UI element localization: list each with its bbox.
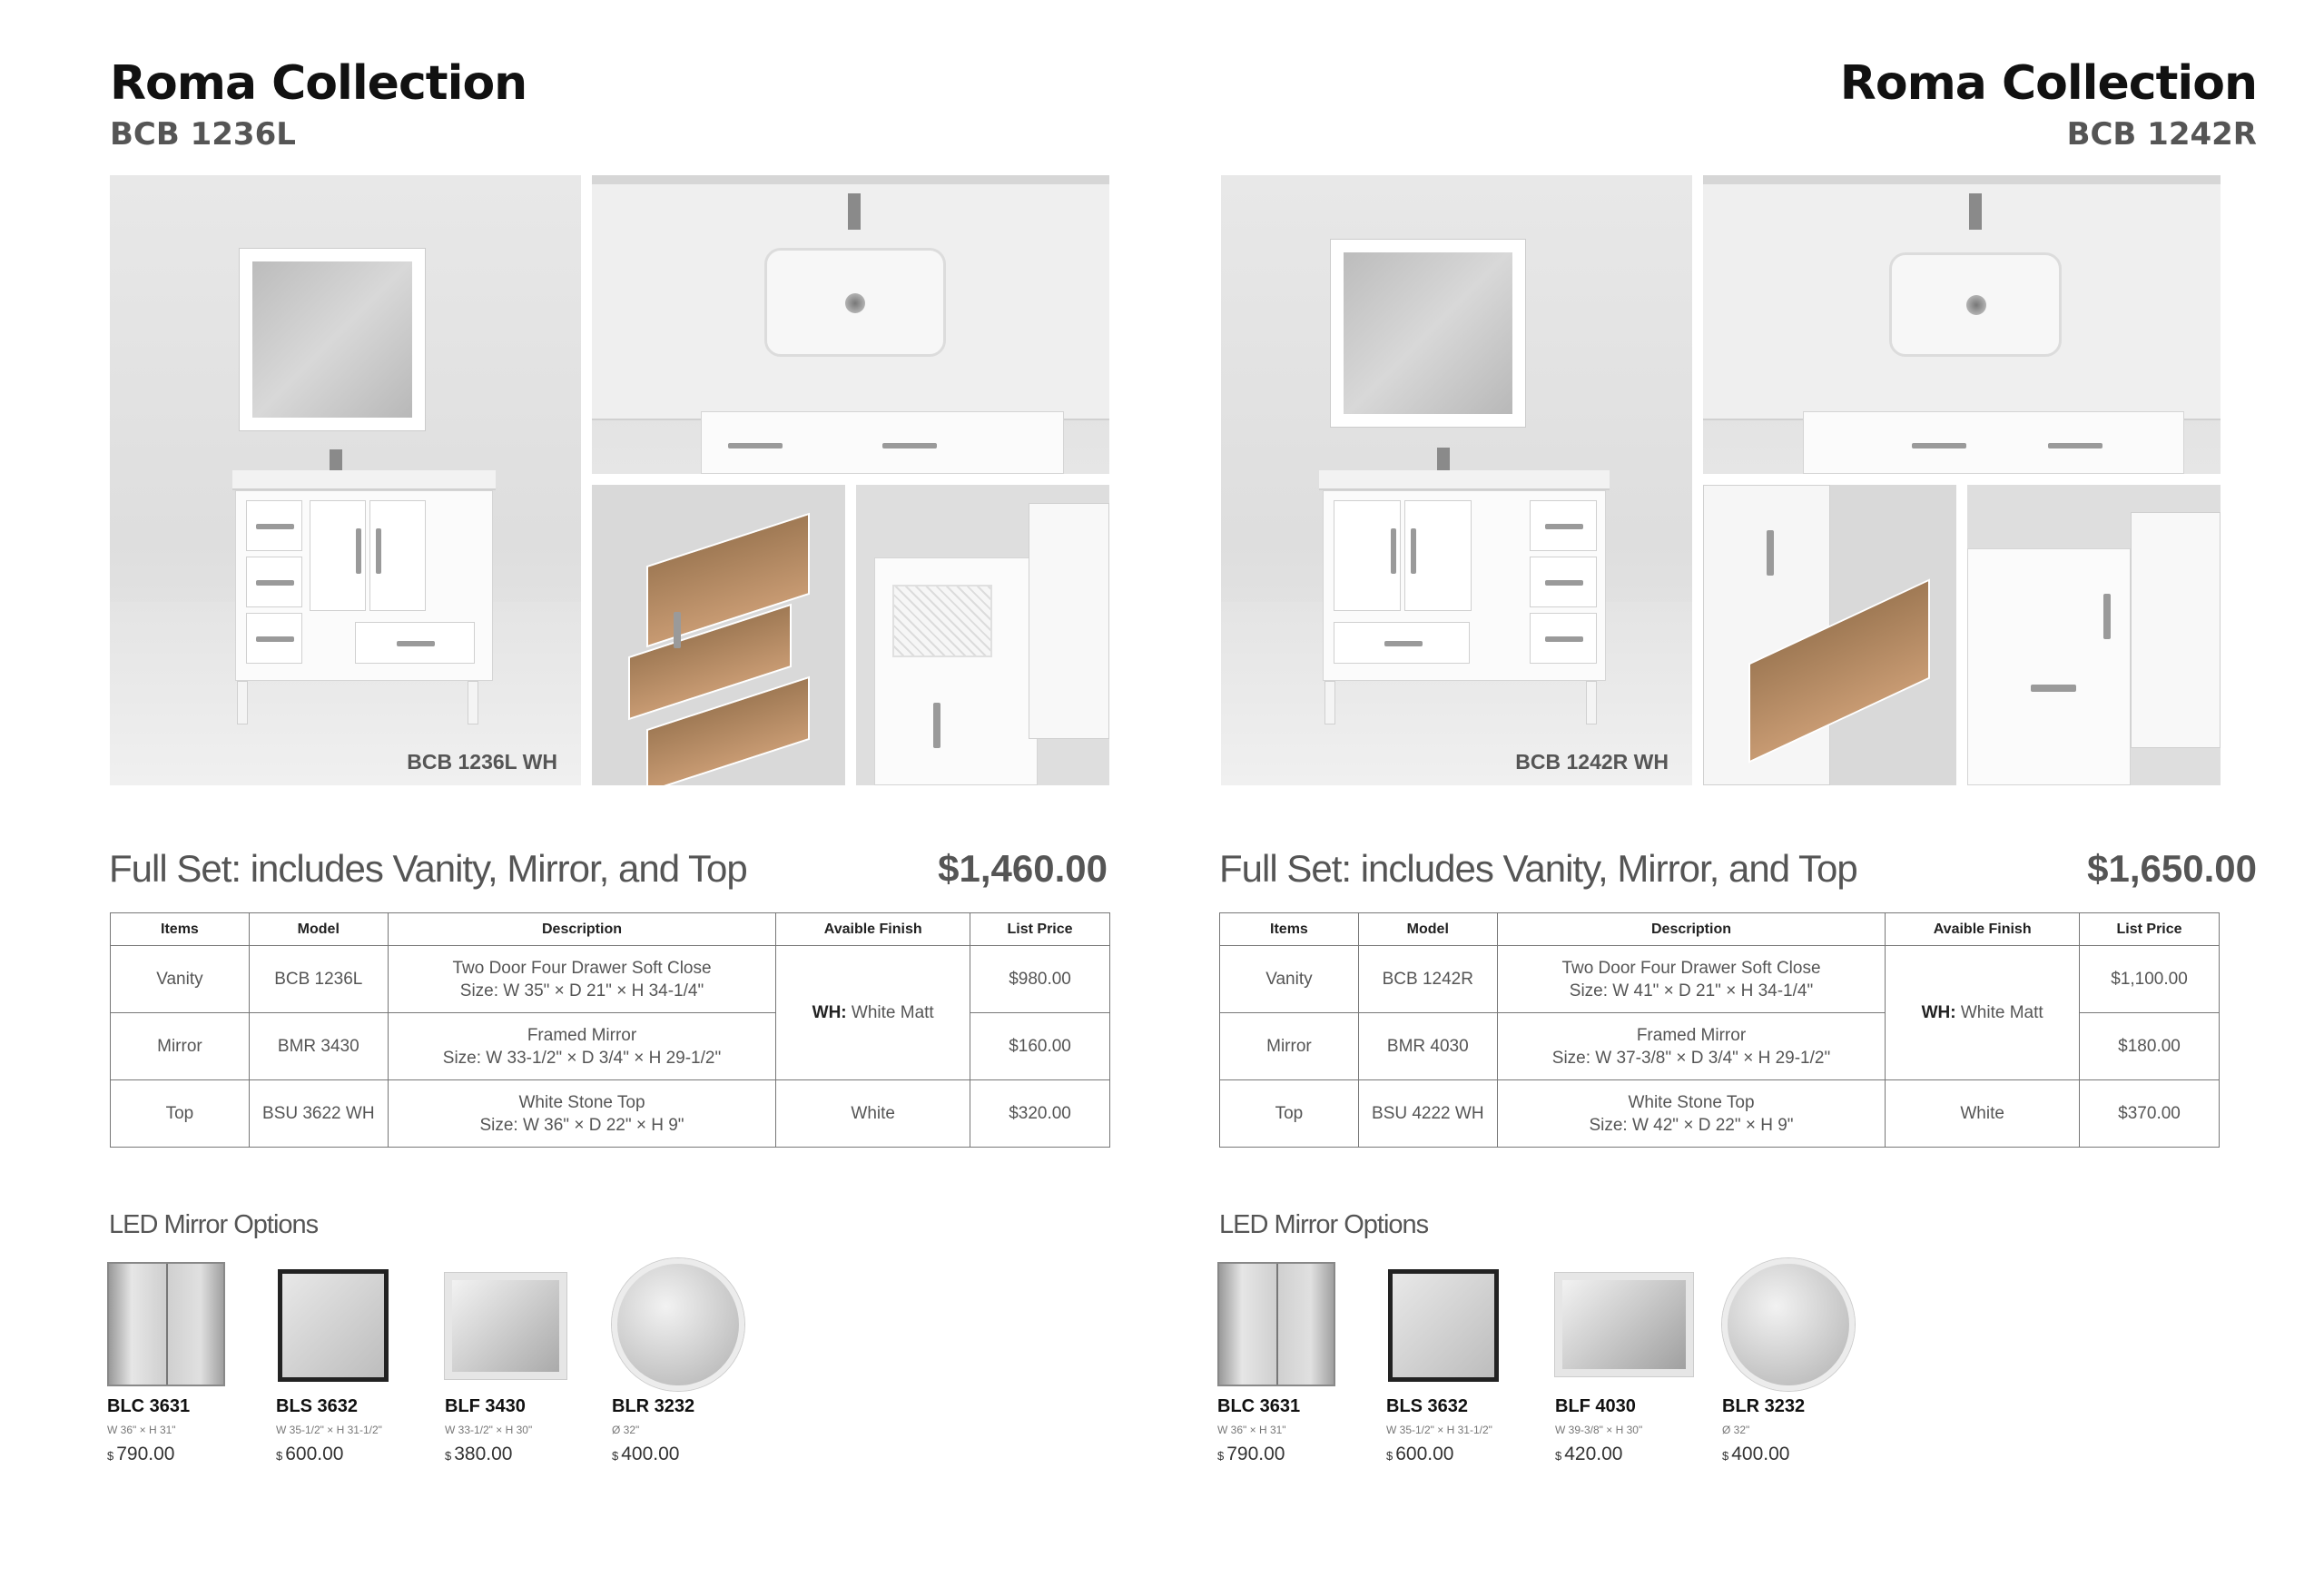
led-option <box>445 1262 608 1480</box>
cell-price: $370.00 <box>2080 1080 2220 1148</box>
vanity-set-photo <box>110 175 581 785</box>
cell-price: $320.00 <box>970 1080 1110 1148</box>
led-model: BLC 3631 <box>1217 1396 1301 1416</box>
photo-label: BCB 1242R WH <box>1515 750 1669 774</box>
spec-table <box>1219 912 2220 1148</box>
led-price-value: 790.00 <box>1226 1444 1285 1464</box>
cell-item: Mirror <box>111 1013 250 1080</box>
led-price <box>107 1444 174 1465</box>
header-finish: Avaible Finish <box>776 913 970 946</box>
catalog-page-right <box>1162 0 2324 1577</box>
led-currency: $ <box>1217 1449 1225 1463</box>
open-cabinet-photo <box>856 485 1109 785</box>
desc-size: Size: W 33-1/2" × D 3/4" × H 29-1/2" <box>442 1048 722 1068</box>
vanity-set-photo <box>1221 175 1692 785</box>
cell-item: Vanity <box>1220 946 1359 1013</box>
header-model: Model <box>1358 913 1497 946</box>
desc-line: White Stone Top <box>1628 1092 1755 1112</box>
led-option <box>107 1262 271 1480</box>
cell-item: Top <box>1220 1080 1359 1148</box>
cell-description <box>388 946 776 1013</box>
table-row <box>111 1080 1110 1148</box>
collection-title: Roma Collection <box>110 56 527 111</box>
header-description: Description <box>1497 913 1886 946</box>
spec-table <box>110 912 1110 1148</box>
cell-description <box>1497 1080 1886 1148</box>
collection-title: Roma Collection <box>1839 56 2257 111</box>
led-price-value: 400.00 <box>1731 1444 1790 1464</box>
cell-item: Vanity <box>111 946 250 1013</box>
table-header-row <box>1220 913 2220 946</box>
finish-code: WH: <box>812 1003 847 1022</box>
round-led-mirror-icon <box>612 1258 744 1391</box>
fullset-price: $1,460.00 <box>938 847 1108 890</box>
header-list-price: List Price <box>970 913 1110 946</box>
cell-finish: White <box>776 1080 970 1148</box>
desc-size: Size: W 37-3/8" × D 3/4" × H 29-1/2" <box>1551 1048 1831 1068</box>
black-frame-led-mirror-icon <box>278 1269 389 1382</box>
desc-size: Size: W 41" × D 21" × H 34-1/4" <box>1569 981 1814 1000</box>
open-drawer-photo <box>1703 485 1956 785</box>
open-cabinet-photo <box>1967 485 2221 785</box>
led-dimensions: Ø 32" <box>1722 1424 1750 1436</box>
led-currency: $ <box>107 1449 114 1463</box>
cell-price: $980.00 <box>970 946 1110 1013</box>
round-led-mirror-icon <box>1722 1258 1855 1391</box>
cell-model: BMR 3430 <box>249 1013 388 1080</box>
led-price <box>445 1444 512 1465</box>
desc-line: White Stone Top <box>518 1092 645 1112</box>
table-header-row <box>111 913 1110 946</box>
finish-code: WH: <box>1921 1003 1956 1022</box>
led-price <box>1217 1444 1285 1465</box>
header-items: Items <box>111 913 250 946</box>
led-dimensions: W 36" × H 31" <box>1217 1424 1286 1436</box>
led-dimensions: W 35-1/2" × H 31-1/2" <box>1386 1424 1492 1436</box>
led-option <box>1217 1262 1381 1480</box>
finish-name: White Matt <box>1960 1003 2043 1022</box>
desc-line: Two Door Four Drawer Soft Close <box>452 958 712 978</box>
led-model: BLF 3430 <box>445 1396 526 1416</box>
model-code: BCB 1242R <box>2066 116 2257 153</box>
frameless-led-mirror-icon <box>1555 1273 1693 1376</box>
led-model: BLR 3232 <box>612 1396 695 1416</box>
open-drawers-photo <box>592 485 845 785</box>
led-price <box>1555 1444 1622 1465</box>
header-list-price: List Price <box>2080 913 2220 946</box>
led-price-value: 400.00 <box>621 1444 680 1464</box>
desc-line: Framed Mirror <box>1636 1025 1747 1045</box>
fullset-label: Full Set: includes Vanity, Mirror, and Top <box>109 847 747 890</box>
led-price-value: 600.00 <box>285 1444 344 1464</box>
sink-top-photo <box>1703 175 2221 474</box>
header-finish: Avaible Finish <box>1886 913 2080 946</box>
cell-price: $160.00 <box>970 1013 1110 1080</box>
desc-size: Size: W 35" × D 21" × H 34-1/4" <box>459 981 704 1000</box>
fullset-price: $1,650.00 <box>2087 847 2257 890</box>
desc-line: Framed Mirror <box>527 1025 637 1045</box>
led-currency: $ <box>1386 1449 1393 1463</box>
led-dimensions: W 36" × H 31" <box>107 1424 176 1436</box>
led-heading: LED Mirror Options <box>109 1210 319 1239</box>
cell-model: BMR 4030 <box>1358 1013 1497 1080</box>
cell-description <box>388 1080 776 1148</box>
led-dimensions: W 39-3/8" × H 30" <box>1555 1424 1643 1436</box>
cell-description <box>1497 946 1886 1013</box>
fullset-label: Full Set: includes Vanity, Mirror, and Top <box>1219 847 1857 890</box>
medicine-cabinet-mirror-icon <box>107 1262 225 1386</box>
led-heading: LED Mirror Options <box>1219 1210 1429 1239</box>
header-items: Items <box>1220 913 1359 946</box>
cell-model: BSU 4222 WH <box>1358 1080 1497 1148</box>
led-model: BLS 3632 <box>276 1396 359 1416</box>
photo-label: BCB 1236L WH <box>407 750 557 774</box>
led-model: BLS 3632 <box>1386 1396 1469 1416</box>
led-currency: $ <box>1555 1449 1562 1463</box>
desc-size: Size: W 42" × D 22" × H 9" <box>1589 1115 1794 1135</box>
frameless-led-mirror-icon <box>445 1273 566 1379</box>
cell-finish <box>1886 946 2080 1080</box>
led-option <box>612 1262 775 1480</box>
led-currency: $ <box>276 1449 283 1463</box>
cell-price: $180.00 <box>2080 1013 2220 1080</box>
led-price <box>276 1444 343 1465</box>
cell-model: BCB 1242R <box>1358 946 1497 1013</box>
led-currency: $ <box>445 1449 452 1463</box>
black-frame-led-mirror-icon <box>1388 1269 1499 1382</box>
cell-finish: White <box>1886 1080 2080 1148</box>
cell-item: Mirror <box>1220 1013 1359 1080</box>
finish-name: White Matt <box>851 1003 934 1022</box>
led-model: BLR 3232 <box>1722 1396 1806 1416</box>
led-currency: $ <box>1722 1449 1729 1463</box>
cell-item: Top <box>111 1080 250 1148</box>
led-price <box>612 1444 679 1465</box>
led-price <box>1386 1444 1453 1465</box>
sink-top-photo <box>592 175 1109 474</box>
model-code: BCB 1236L <box>110 116 296 153</box>
led-model: BLC 3631 <box>107 1396 191 1416</box>
cell-price: $1,100.00 <box>2080 946 2220 1013</box>
medicine-cabinet-mirror-icon <box>1217 1262 1335 1386</box>
cell-finish <box>776 946 970 1080</box>
cell-description <box>388 1013 776 1080</box>
header-description: Description <box>388 913 776 946</box>
cell-description <box>1497 1013 1886 1080</box>
table-row <box>111 946 1110 1013</box>
led-dimensions: W 35-1/2" × H 31-1/2" <box>276 1424 382 1436</box>
table-row <box>1220 1080 2220 1148</box>
led-option <box>1722 1262 1886 1480</box>
led-price-value: 600.00 <box>1395 1444 1454 1464</box>
led-price-value: 790.00 <box>116 1444 175 1464</box>
led-dimensions: W 33-1/2" × H 30" <box>445 1424 533 1436</box>
cell-model: BSU 3622 WH <box>249 1080 388 1148</box>
header-model: Model <box>249 913 388 946</box>
table-row <box>1220 946 2220 1013</box>
led-option <box>1386 1262 1550 1480</box>
desc-size: Size: W 36" × D 22" × H 9" <box>479 1115 684 1135</box>
desc-line: Two Door Four Drawer Soft Close <box>1561 958 1821 978</box>
led-option <box>276 1262 439 1480</box>
led-dimensions: Ø 32" <box>612 1424 640 1436</box>
cell-model: BCB 1236L <box>249 946 388 1013</box>
led-price-value: 420.00 <box>1564 1444 1623 1464</box>
led-price <box>1722 1444 1789 1465</box>
led-price-value: 380.00 <box>454 1444 513 1464</box>
led-model: BLF 4030 <box>1555 1396 1636 1416</box>
led-currency: $ <box>612 1449 619 1463</box>
led-option <box>1555 1262 1718 1480</box>
